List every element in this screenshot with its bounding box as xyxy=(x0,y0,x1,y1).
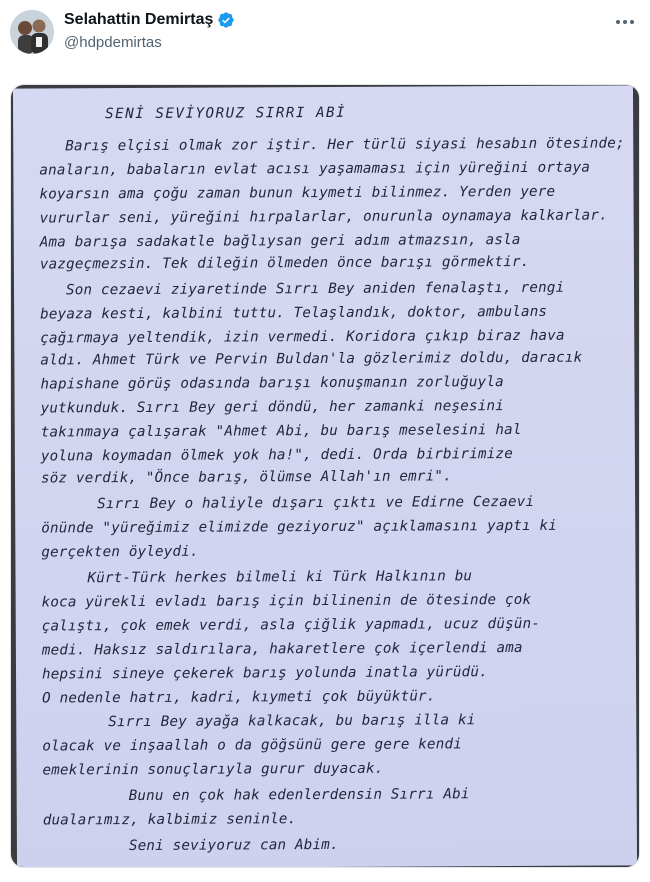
letter-line: söz verdik, "Önce barış, ölümse Allah'ın emri". xyxy=(40,468,452,487)
letter-closing: Seni seviyoruz can Abim. xyxy=(128,836,339,855)
letter-line: Barış elçisi olmak zor iştir. Her türlü siyasi hesabın ötesinde; xyxy=(65,135,625,155)
letter-line: aldı. Ahmet Türk ve Pervin Buldan'la gözlerimiz doldu, daracık xyxy=(40,349,583,369)
letter-line: çalıştı, çok emek verdi, asla çiğlik yapmadı, ucuz düşün- xyxy=(41,615,541,635)
more-horizontal-icon[interactable] xyxy=(614,12,636,32)
avatar[interactable] xyxy=(10,10,54,54)
letter-line: Ama barışa sadakatle bağlıysan geri adım atmazsın, asla xyxy=(39,231,521,251)
handle[interactable]: @hdpdemirtas xyxy=(64,34,162,51)
letter-line: medi. Haksız saldırılara, hakaretlere çok içerlendi ama xyxy=(41,639,523,659)
letter-text xyxy=(35,93,635,855)
letter-line: vururlar seni, yüreğini hırpalarlar, onurunla oynamaya kalkarlar. xyxy=(39,207,608,227)
display-name[interactable]: Selahattin Demirtaş xyxy=(64,11,214,28)
letter-line: hepsini sineye çekerek barış yolunda inatla yürüdü. xyxy=(41,664,488,683)
verified-badge-icon xyxy=(217,11,235,29)
tweet-header xyxy=(0,0,650,68)
letter-line: vazgeçmezsin. Tek dileğin ölmeden önce barışı görmektir. xyxy=(39,253,530,273)
letter-line: çağırmaya yeltendik, izin vermedi. Koridora çıkıp biraz hava xyxy=(40,327,565,347)
letter-line: koyarsın ama çoğu zaman bunun kıymeti bilinmez. Yerden yere xyxy=(39,183,556,203)
letter-line: beyaza kesti, kalbini tuttu. Telaşlandık, doktor, ambulans xyxy=(40,303,548,323)
tweet-media-image[interactable] xyxy=(10,84,640,868)
letter-line: önünde "yüreğimiz elimizde geziyoruz" açıklamasını yaptı ki xyxy=(41,517,558,537)
letter-line: Son cezaevi ziyaretinde Sırrı Bey aniden fenalaştı, rengi xyxy=(65,279,565,299)
letter-line: gerçekten öyleydi. xyxy=(41,543,199,561)
letter-line: takınmaya çalışarak "Ahmet Abi, bu barış meselesini hal xyxy=(40,421,522,441)
letter-line: yoluna koymadan ölmek yok ha!", dedi. Orda birbirimize xyxy=(40,446,513,465)
letter-line: dualarımız, kalbimiz seninle. xyxy=(42,811,297,829)
letter-line: hapishane görüş odasında barışı konuşmanın zorluğuyla xyxy=(40,374,504,393)
letter-line: emeklerinin sonuçlarıyla gurur duyacak. xyxy=(42,760,384,779)
letter-line: O nedenle hatrı, kadri, kıymeti çok büyüktür. xyxy=(42,688,436,707)
letter-line: Sırrı Bey ayağa kalkacak, bu barış illa ki xyxy=(108,712,476,731)
letter-line: Sırrı Bey o haliyle dışarı çıktı ve Edirne Cezaevi xyxy=(97,493,535,513)
letter-line: anaların, babaların evlat acısı yaşamaması için yüreğini ortaya xyxy=(39,159,591,179)
letter-line: koca yürekli evladı barış için bilinenin de ötesinde çok xyxy=(41,591,532,611)
letter-line: Bunu en çok hak edenlerdensin Sırrı Abi xyxy=(128,786,470,805)
letter-line: Kürt-Türk herkes bilmeli ki Türk Halkının bu xyxy=(87,568,473,587)
letter-line: olacak ve inşaallah o da göğsünü gere gere kendi xyxy=(42,736,463,755)
letter-line: yutkunduk. Sırrı Bey geri döndü, her zamanki neşesini xyxy=(40,398,504,417)
avatar-photo xyxy=(10,10,54,54)
handwritten-letter xyxy=(13,85,637,868)
letter-title: SENİ SEVİYORUZ SIRRI ABİ xyxy=(105,104,347,123)
